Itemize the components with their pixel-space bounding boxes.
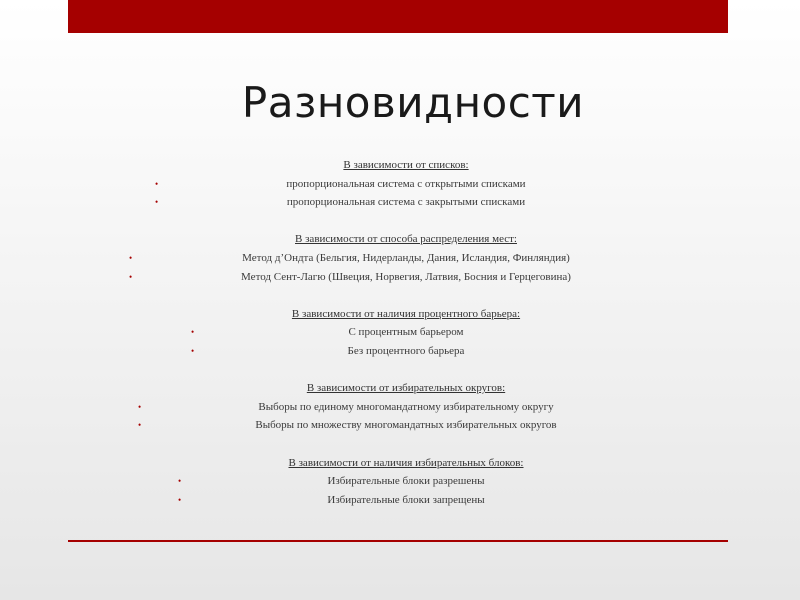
group-by-seat-allocation <box>0 230 800 286</box>
group-heading: В зависимости от способа распределения мест: <box>295 233 517 246</box>
list-item-text: пропорциональная система с открытыми списками <box>286 177 526 190</box>
bullet-icon: • <box>191 345 195 356</box>
list-item-text: пропорциональная система с закрытыми списками <box>286 196 526 209</box>
bullet-icon: • <box>178 494 182 505</box>
group-heading: В зависимости от избирательных округов: <box>306 382 506 395</box>
bullet-icon: • <box>138 420 142 431</box>
slide-title: Разновидности <box>241 78 585 127</box>
list-item-text: Без процентного барьера <box>347 344 465 357</box>
group-by-blocs <box>0 454 800 510</box>
list-item <box>0 323 800 342</box>
bullet-icon: • <box>129 252 133 263</box>
group-by-districts <box>0 379 800 435</box>
list-item <box>0 491 800 510</box>
bullet-icon: • <box>155 178 159 189</box>
list-item <box>0 398 800 417</box>
list-item <box>0 193 800 212</box>
group-by-lists <box>0 156 800 212</box>
group-by-threshold <box>0 305 800 361</box>
list-item-text: Метод д’Ондта (Бельгия, Нидерланды, Дания, Исландия, Финляндия) <box>242 251 570 264</box>
list-item-text: Избирательные блоки запрещены <box>327 493 485 506</box>
top-accent-bar <box>68 0 728 33</box>
bullet-icon: • <box>129 271 133 282</box>
list-item <box>0 249 800 268</box>
list-item <box>0 268 800 287</box>
bullet-icon: • <box>138 401 142 412</box>
list-item-text: Избирательные блоки разрешены <box>327 475 485 488</box>
bullet-icon: • <box>155 197 159 208</box>
list-item <box>0 342 800 361</box>
list-item <box>0 416 800 435</box>
list-item-text: Выборы по единому многомандатному избирательному округу <box>258 400 554 413</box>
bullet-icon: • <box>191 327 195 338</box>
list-item-text: С процентным барьером <box>348 326 464 339</box>
list-item <box>0 175 800 194</box>
bullet-icon: • <box>178 476 182 487</box>
list-item-text: Метод Сент-Лагю (Швеция, Норвегия, Латвия, Босния и Герцеговина) <box>241 270 571 283</box>
group-heading: В зависимости от наличия процентного барьера: <box>291 307 521 320</box>
list-item-text: Выборы по множеству многомандатных избирательных округов <box>255 419 557 432</box>
group-heading: В зависимости от списков: <box>343 159 469 171</box>
list-item <box>0 472 800 491</box>
bottom-divider <box>68 540 728 542</box>
group-heading: В зависимости от наличия избирательных блоков: <box>288 456 524 469</box>
slide-content <box>0 156 800 528</box>
